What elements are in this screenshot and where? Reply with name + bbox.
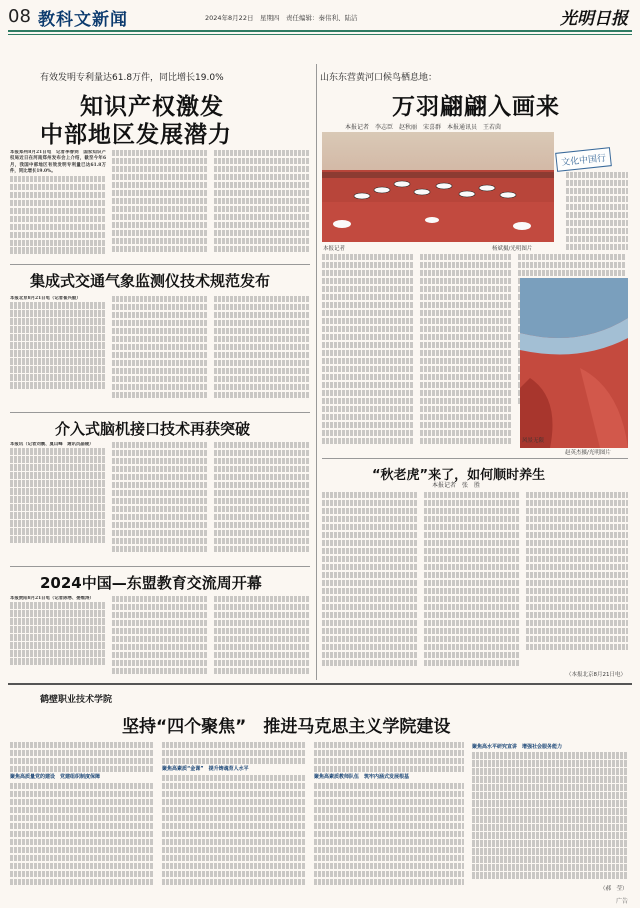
bird-body-col1 [322,254,414,454]
marx-body-col1 [10,742,154,892]
masthead-logo: 光明日报 [560,9,628,29]
header-rule-thin [8,34,632,35]
ip-headline-2: 中部地区发展潜力 [40,122,232,148]
ip-body-col2 [112,150,208,260]
wetland-photo [322,132,554,242]
heat-body-col1 [322,492,418,676]
bci-lead: 本报讯（记者刘震、夏山峰 通讯员晶镜） [10,442,94,447]
red-beach-photo-art [520,278,628,448]
section-rule [8,683,632,685]
page-number: 08 [8,6,31,27]
culture-china-stamp: 文化中国行 [555,147,612,172]
header-rule [8,30,632,32]
divider [10,264,310,265]
photo1-caption-right: 杨斌摄/光明图片 [492,246,533,252]
date-line: 2024年8月22日 星期四 责任编辑：秦伟利、陆洁 [205,14,358,22]
divider [10,566,310,567]
marx-end-author: （郝 莹） [600,886,628,892]
marx-body-col4 [472,742,628,892]
marx-kicker: 鹤壁职业技术学院 [40,695,113,705]
photo2-label: 风景无限 [522,438,545,444]
weather-headline: 集成式交通气象监测仪技术规范发布 [30,272,271,290]
marx-body-col2 [162,742,306,892]
marx-sub4: 聚焦高水平研究宣讲 增强社会服务能力 [472,744,563,750]
red-beach-photo [520,278,628,448]
bird-byline: 本报记者 李志臣 赵秋丽 宋喜群 本报通讯员 王若茵 [345,124,502,131]
weather-lead: 本报北京8月21日电（记者崔兴毅） [10,296,81,301]
ip-kicker: 有效发明专利量达61.8万件，同比增长19.0% [40,73,224,83]
asean-body-col3 [214,596,310,676]
marx-sub3: 聚焦高素质教师队伍 筑牢内涵式发展根基 [314,774,410,781]
heat-end-note: （本报北京8月21日电） [566,672,626,678]
heat-headline: “秋老虎”来了，如何顺时养生 [372,468,546,483]
ip-headline-1: 知识产权激发 [80,94,224,120]
asean-headline: 2024中国—东盟教育交流周开幕 [40,574,262,592]
wetland-photo-art [322,132,554,242]
heat-byline: 本报记者 张 胜 [432,482,481,489]
weather-body-col3 [214,296,310,406]
marx-sub2: 聚焦高素质“金课” 提升铸魂育人水平 [162,766,249,773]
divider [10,412,310,413]
marx-headline: 坚持“四个聚焦” 推进马克思主义学院建设 [122,717,451,737]
photo1-caption-left: 本报记者 [323,246,346,252]
bci-body-col3 [214,442,310,560]
bird-headline: 万羽翩翩入画来 [392,94,560,120]
bird-body-col2 [420,254,512,454]
ip-body-col3 [214,150,310,260]
asean-lead: 本报贵阳8月21日电（记者陈寒、晏维涛） [10,596,94,601]
asean-body-col2 [112,596,208,676]
column-divider [316,64,317,680]
heat-body-col2 [424,492,520,676]
ip-body-col1 [10,150,106,260]
marx-sub1: 聚焦高质量党的建设 党建组织制度保障 [10,774,101,781]
bci-body-col2 [112,442,208,560]
ip-lead: 本报郑州8月21日电 记者李春剑 国家知识产权局近日在河南郑州发布会上介绍，截至今年6月，我国中部地区有效发明专利量已达61.8万件，同比增长19.0%。 [10,150,106,175]
photo2-caption: 赵英杰摄/光明图片 [565,450,611,456]
section-title: 教科文新闻 [38,10,128,30]
heat-body-col3 [526,492,628,668]
bci-headline: 介入式脑机接口技术再获突破 [55,420,251,438]
marx-body-col3 [314,742,464,892]
asean-body-col1 [10,596,106,676]
divider [322,458,628,459]
bird-body-col-right [566,150,628,250]
weather-body-col2 [112,296,208,406]
bci-body-col1 [10,442,106,560]
weather-body-col1 [10,296,106,406]
bird-kicker: 山东东营黄河口候鸟栖息地： [320,73,438,83]
page-tag: 广告 [615,898,628,905]
